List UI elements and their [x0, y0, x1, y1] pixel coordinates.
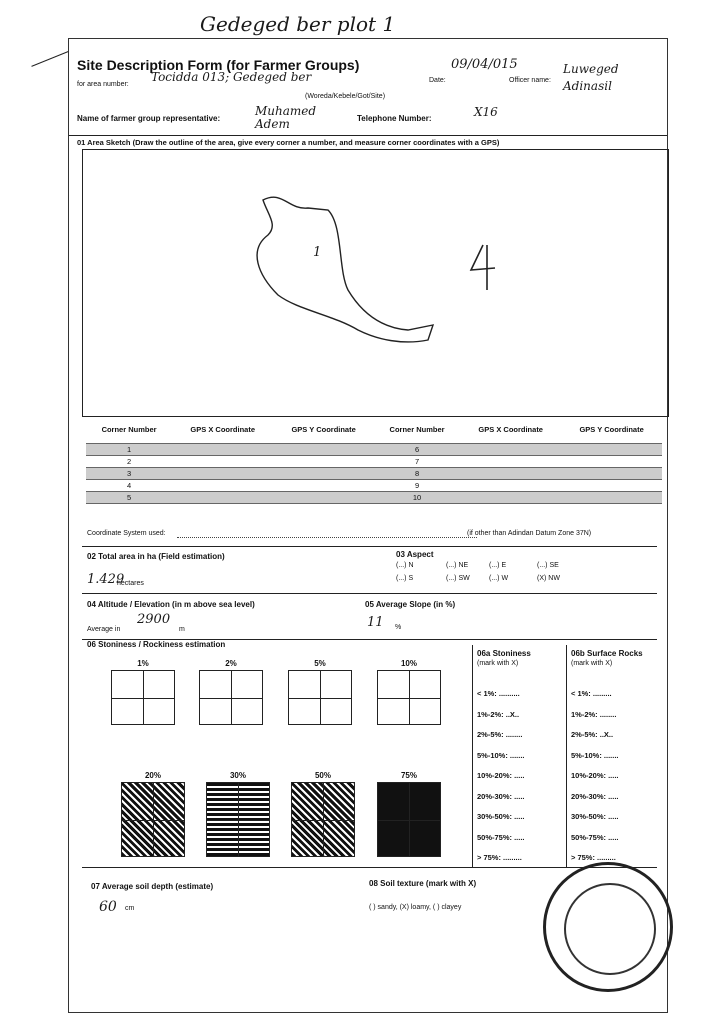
level-item: 30%-50%: ..... [477, 812, 525, 821]
corner-number: 1 [86, 444, 172, 456]
level-item: < 1%: ......... [571, 689, 612, 698]
stoniness-col-a-title: 06a Stoniness [477, 649, 531, 658]
stoniness-grid [199, 670, 263, 725]
corner-number: 4 [126, 481, 132, 490]
pct-label: 30% [229, 771, 246, 780]
table-row [86, 468, 662, 480]
officer-label: Officer name: [509, 77, 551, 84]
stoniness-col-a-sub: (mark with X) [477, 660, 519, 667]
coord-system-suffix: (if other than Adindan Datum Zone 37N) [467, 530, 592, 537]
soil-depth-unit: cm [125, 905, 135, 912]
level-item: 5%-10%: ....... [477, 750, 525, 760]
soil-texture-options: ( ) sandy, (X) loamy, ( ) clayey [369, 904, 462, 911]
phone-label: Telephone Number: [357, 114, 432, 123]
handwritten-header: Gedeged ber plot 1 [200, 12, 396, 36]
gps-table [86, 415, 662, 504]
area-number-value: Tocidda 013; Gedeged ber [151, 70, 312, 84]
level-item: 1%-2%: ..X.. [477, 709, 520, 719]
gps-header: GPS X Coordinate [478, 424, 543, 434]
total-area-label: 02 Total area in ha (Field estimation) [87, 552, 225, 561]
level-item: > 75%: ......... [571, 853, 616, 862]
gps-header: Corner Number [101, 424, 157, 434]
stoniness-grid [121, 782, 185, 857]
margin-mark [31, 50, 70, 67]
date-value: 09/04/015 [451, 57, 518, 72]
level-item: 10%-20%: ..... [477, 771, 525, 780]
corner-number: 5 [86, 492, 172, 504]
level-item: 50%-75%: ..... [477, 832, 525, 842]
stoniness-col-b-sub: (mark with X) [571, 660, 613, 667]
corner-number: 8 [374, 468, 460, 480]
table-row [86, 480, 662, 492]
level-item: 50%-75%: ..... [571, 832, 619, 842]
aspect-option: (...) S [396, 575, 414, 582]
form-page [68, 38, 668, 1013]
aspect-option: (...) SE [537, 562, 559, 569]
sketch-drawing [83, 150, 668, 416]
level-item: > 75%: ......... [477, 853, 522, 862]
stoniness-levels [477, 684, 525, 869]
altitude-unit: m [179, 626, 185, 633]
table-row [86, 492, 662, 504]
date-label: Date: [429, 77, 446, 84]
stoniness-grid [111, 670, 175, 725]
gps-header: Corner Number [389, 424, 445, 434]
sketch-heading: 01 Area Sketch (Draw the outline of the area, give every corner a number, and measure corner coordinates with a GPS) [77, 138, 500, 147]
level-item: 30%-50%: ..... [571, 812, 619, 821]
stoniness-grid [206, 782, 270, 857]
slope-value: 11 [367, 615, 384, 630]
altitude-prefix: Average in [87, 626, 121, 633]
level-item: 20%-30%: ..... [477, 791, 525, 801]
corner-number: 10 [374, 492, 460, 504]
woreda-label: (Woreda/Kebele/Got/Site) [305, 93, 386, 100]
altitude-label: 04 Altitude / Elevation (in m above sea level) [87, 600, 255, 609]
level-item: 2%-5%: ........ [477, 730, 523, 739]
stoniness-grid [377, 670, 441, 725]
gps-header: GPS Y Coordinate [291, 424, 356, 434]
corner-label: 1 [313, 245, 322, 260]
stoniness-grid [377, 782, 441, 857]
aspect-option: (...) W [489, 575, 509, 582]
pct-label: 2% [225, 659, 237, 668]
level-item: 1%-2%: ........ [571, 709, 617, 719]
stoniness-col-b-title: 06b Surface Rocks [571, 649, 643, 658]
altitude-value: 2900 [137, 612, 171, 627]
corner-number: 2 [126, 457, 132, 466]
area-number-label: for area number: [77, 81, 129, 88]
table-row [86, 456, 662, 468]
corner-number: 6 [374, 444, 460, 456]
phone-value: X16 [474, 105, 498, 119]
officer-value: Luweged Adinasil [563, 62, 619, 93]
corner-number: 7 [414, 457, 420, 466]
rep-label: Name of farmer group representative: [77, 114, 221, 123]
level-item: < 1%: .......... [477, 689, 520, 698]
total-area-value: 1.429 [87, 572, 125, 587]
stoniness-grid [291, 782, 355, 857]
pct-label: 50% [314, 771, 331, 780]
table-row [86, 444, 662, 456]
aspect-option: (...) N [396, 562, 414, 569]
aspect-option: (X) NW [537, 575, 560, 582]
surface-rock-levels [571, 684, 619, 869]
gps-header: GPS X Coordinate [190, 424, 255, 434]
coord-system-label: Coordinate System used: [87, 530, 166, 537]
stoniness-label: 06 Stoniness / Rockiness estimation [87, 640, 226, 649]
aspect-label: 03 Aspect [396, 550, 434, 559]
north-mark [583, 170, 584, 171]
total-area-unit: hectares [117, 580, 144, 587]
level-item: 2%-5%: ..X.. [571, 730, 614, 739]
soil-texture-label: 08 Soil texture (mark with X) [369, 879, 477, 888]
soil-depth-value: 60 [99, 899, 117, 915]
soil-depth-label: 07 Average soil depth (estimate) [91, 882, 214, 891]
pct-label: 1% [137, 659, 149, 668]
slope-unit: % [395, 624, 402, 631]
area-sketch [82, 149, 669, 417]
pct-label: 5% [314, 659, 326, 668]
level-item: 5%-10%: ....... [571, 750, 619, 760]
form-title: Site Description Form (for Farmer Groups) [77, 57, 360, 73]
slope-label: 05 Average Slope (in %) [365, 600, 456, 609]
level-item: 10%-20%: ..... [571, 771, 619, 780]
official-stamp [543, 862, 673, 992]
pct-label: 20% [144, 771, 161, 780]
aspect-option: (...) NE [446, 562, 469, 569]
gps-header: GPS Y Coordinate [579, 424, 644, 434]
rep-value: Muhamed Adem [255, 104, 317, 131]
pct-label: 75% [400, 771, 417, 780]
pct-label: 10% [400, 659, 417, 668]
corner-number: 3 [86, 468, 172, 480]
stoniness-grid [288, 670, 352, 725]
level-item: 20%-30%: ..... [571, 791, 619, 801]
aspect-option: (...) E [489, 562, 507, 569]
corner-number: 9 [414, 481, 420, 490]
aspect-option: (...) SW [446, 575, 470, 582]
